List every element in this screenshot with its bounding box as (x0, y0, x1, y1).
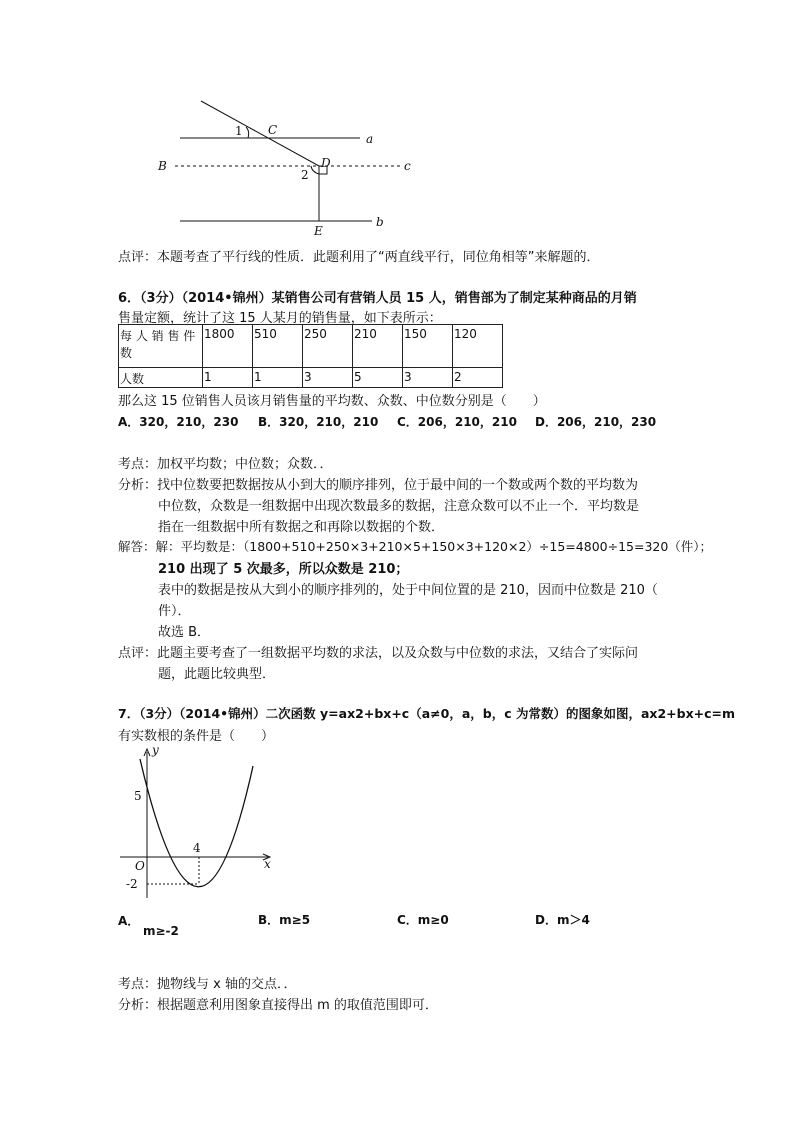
label-5: 5 (134, 789, 142, 803)
table-cell: 1 (253, 368, 303, 388)
table-cell: 120 (453, 325, 503, 368)
table-cell: 2 (453, 368, 503, 388)
label-a: a (366, 132, 374, 146)
label-O: O (135, 859, 145, 873)
q6-option-b: B．320，210，210 (258, 415, 379, 429)
label-b: b (376, 215, 384, 229)
label-E: E (314, 224, 323, 238)
q6-fenxi-3: 指在一组数据中所有数据之和再除以数据的个数． (158, 520, 445, 535)
label-C: C (268, 123, 278, 137)
q7-stem-line2: 有实数根的条件是（ ） (118, 729, 275, 744)
header-text-line2: 数 (120, 346, 133, 360)
q6-jieda-3: 表中的数据是按从大到小的顺序排列的，处于中间位置的是 210，因而中位数是 210（ (158, 583, 658, 598)
sales-table (118, 324, 503, 388)
q6-jieda-1: 解答：解：平均数是：（1800+510+250×3+210×5+150×3+120×2）÷15=4800÷15=320（件）； (118, 539, 713, 554)
q7-option-b: B．m≥5 (258, 913, 311, 927)
label-1: 1 (235, 124, 243, 138)
table-header-cell: 人数 (119, 368, 203, 388)
header-text-line1: 每 人 销 售 件 (120, 329, 196, 343)
label-4: 4 (193, 841, 201, 855)
angle-2-arc (311, 166, 319, 174)
q6-option-a: A．320，210，230 (118, 415, 239, 429)
q6-fenxi-2: 中位数，众数是一组数据中出现次数最多的数据，注意众数可以不止一个．平均数是 (158, 499, 640, 514)
q6-dianping-1: 点评：此题主要考查了一组数据平均数的求法，以及众数与中位数的求法，又结合了实际问 (118, 646, 639, 661)
label-D: D (321, 156, 331, 170)
q7-fenxi: 分析：根据题意利用图象直接得出 m 的取值范围即可． (118, 998, 438, 1013)
label-y: y (152, 743, 159, 757)
q6-stem-line2: 售量定额，统计了这 15 人某月的销售量，如下表所示： (118, 311, 442, 326)
table-cell: 150 (403, 325, 453, 368)
q7-option-d: D．m＞4 (535, 913, 590, 927)
q6-jieda-5: 故选 B． (158, 625, 211, 640)
q6-dianping-2: 题，此题比较典型． (158, 667, 276, 682)
q6-kaodian: 考点：加权平均数；中位数；众数．． (118, 457, 333, 472)
table-cell: 5 (353, 368, 403, 388)
q7-option-a-value: m≥-2 (143, 924, 179, 938)
q6-fenxi-1: 分析：找中位数要把数据按从小到大的顺序排列，位于最中间的一个数或两个数的平均数为 (118, 478, 639, 493)
q7-option-c: C．m≥0 (397, 913, 449, 927)
q6-jieda-2: 210 出现了 5 次最多，所以众数是 210； (158, 562, 409, 577)
table-cell: 250 (303, 325, 353, 368)
q7-option-a: A． (118, 914, 140, 928)
q6-option-d: D．206，210，230 (535, 415, 657, 429)
q6-jieda-4: 件）． (158, 604, 191, 619)
label-neg2: -2 (126, 877, 138, 891)
label-x: x (264, 857, 271, 871)
table-cell: 210 (353, 325, 403, 368)
parabola-curve (140, 759, 253, 887)
transversal-line (201, 101, 319, 166)
table-cell: 1 (203, 368, 253, 388)
parabola-graph (118, 742, 278, 904)
q5-comment: 点评：本题考查了平行线的性质．此题利用了“两直线平行，同位角相等”来解题的． (118, 250, 600, 265)
q7-stem-line1: 7．（3分）（2014•锦州）二次函数 y=ax2+bx+c（a≠0，a，b，c 为常数）的图象如图，ax2+bx+c=m (118, 706, 736, 721)
angle-1-arc (246, 127, 249, 138)
table-row (119, 325, 503, 368)
label-B: B (158, 159, 167, 173)
q6-option-c: C．206，210，210 (397, 415, 517, 429)
label-c: c (404, 159, 411, 173)
q6-stem-line1: 6．（3分）（2014•锦州）某销售公司有营销人员 15 人，销售部为了制定某种商品的月销 (118, 291, 637, 306)
label-2: 2 (301, 168, 309, 182)
table-cell: 3 (403, 368, 453, 388)
table-cell: 510 (253, 325, 303, 368)
table-cell: 1800 (203, 325, 253, 368)
table-header-cell (119, 325, 203, 368)
q7-kaodian: 考点：抛物线与 x 轴的交点．． (118, 977, 297, 992)
q6-question: 那么这 15 位销售人员该月销售量的平均数、众数、中位数分别是（ ） (118, 394, 546, 409)
table-row (119, 368, 503, 388)
parallel-lines-figure (150, 95, 420, 240)
table-cell: 3 (303, 368, 353, 388)
